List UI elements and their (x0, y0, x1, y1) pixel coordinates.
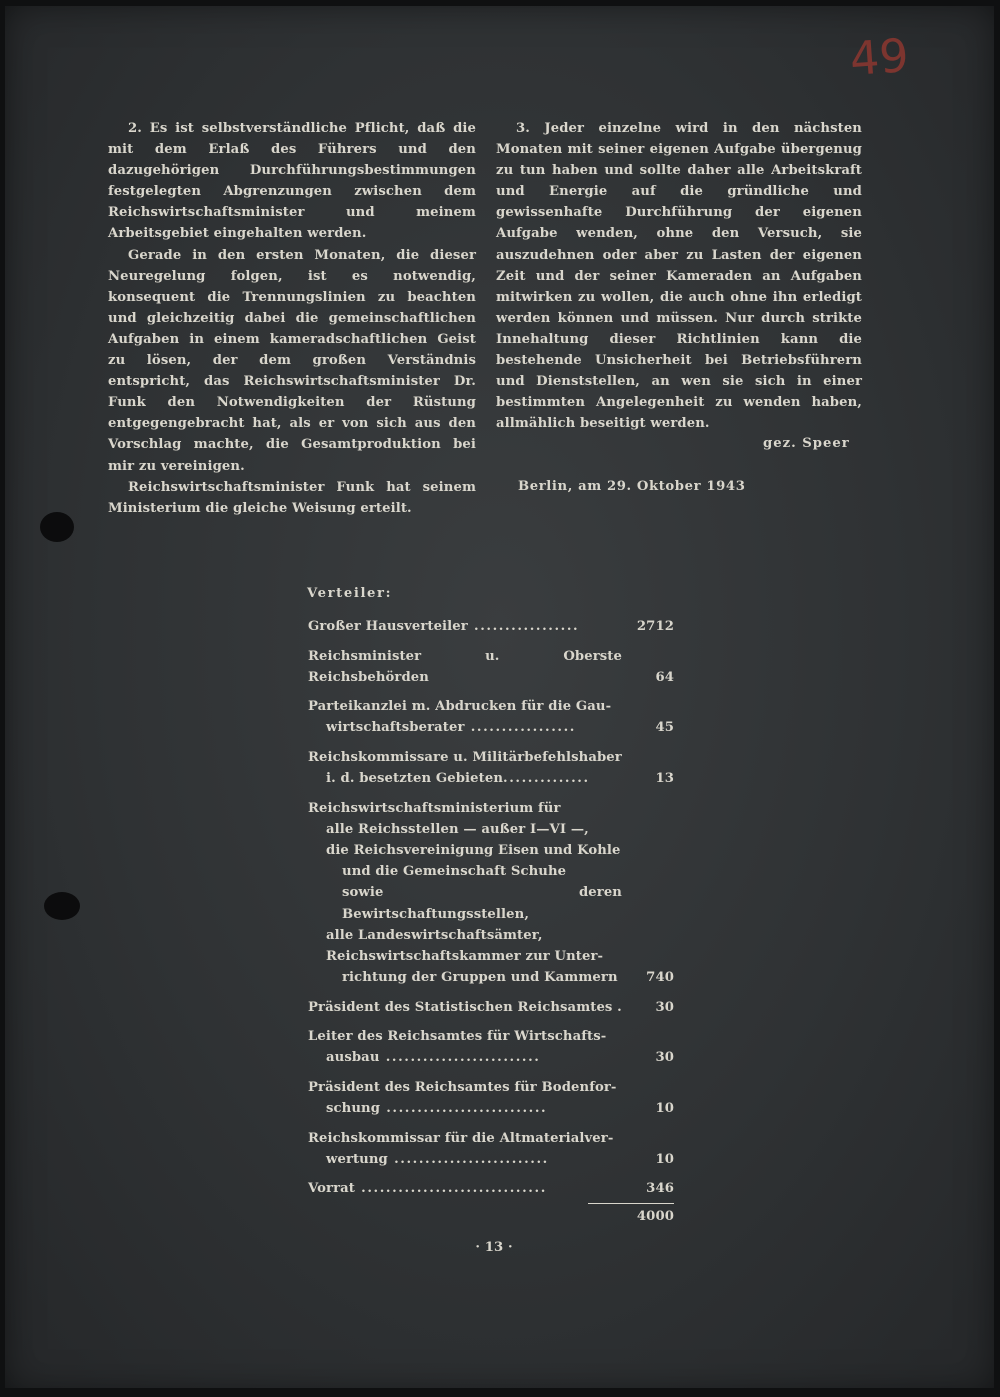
row-count: 45 (655, 720, 674, 736)
row-leader-dots: ......................... (379, 1050, 541, 1066)
row-leader-dots: ................. (467, 619, 580, 634)
row-label: die Reichsvereinigung Eisen und Kohle (326, 843, 621, 859)
row-count: 64 (655, 669, 674, 685)
row-label: Reichskommissar für die Altmaterialver- (308, 1130, 614, 1146)
row-label: Präsident des Statistischen Reichsamtes (308, 999, 613, 1015)
punch-hole-lower (44, 892, 80, 920)
punch-hole-upper (40, 512, 74, 542)
row-count: 2712 (636, 619, 674, 634)
scan-border-bottom (0, 1388, 1000, 1397)
row-label: Präsident des Reichsamtes für Bodenfor- (308, 1079, 617, 1095)
paragraph: 3. Jeder einzelne wird in den nächsten Monaten mit seiner eigenen Aufgabe übergenug zu tun haben und sollte daher alle Arbeitskraft und Energie auf die gründliche und gewissenhafte Durchführung der eigenen Aufgabe wenden, ohne den Versuch, sie auszudehnen oder aber zu Lasten der eigenen Zeit und der seiner Kameraden an Aufgaben mitwirken zu wollen, die auch ohne ihn erledigt werden können und müssen. Nur durch strikte Innehaltung dieser Richtlinien kann die bestehende Unsicherheit bei Betriebsführern und Dienststellen, an wen sie sich in einer bestimmten Angelegenheit zu wenden haben, allmählich beseitigt werden. (496, 121, 862, 432)
distribution-row (308, 696, 674, 738)
row-label: i. d. besetzten Gebieten (326, 771, 504, 787)
distribution-row (308, 1128, 674, 1170)
row-count: 30 (655, 1050, 674, 1066)
row-label: wirtschaftsberater (326, 720, 465, 736)
row-leader-dots: ......................... (387, 1151, 549, 1167)
row-label: Reichswirtschaftskammer zur Unter- (326, 949, 604, 965)
row-count: 10 (655, 1151, 674, 1167)
distribution-list (308, 616, 674, 1227)
paragraph: 2. Es ist selbstverständliche Pflicht, daß die mit dem Erlaß des Führers und den dazugehörigen Durchführungsbestimmungen festgelegten Abgrenzungen zwischen dem Reichswirtschaftsminister und meinem Arbeitsgebiet eingehalten werden. (108, 121, 476, 242)
distribution-row (308, 1178, 674, 1199)
row-label: alle Reichsstellen — außer I—VI —, (326, 821, 589, 837)
row-count: 30 (655, 999, 674, 1015)
row-leader-dots: ................. (464, 720, 576, 736)
row-label: Leiter des Reichsamtes für Wirtschafts- (308, 1029, 607, 1045)
scan-border-left (0, 0, 5, 1397)
right-column (496, 118, 862, 434)
row-label: sowie deren Bewirtschaftungsstellen, (342, 885, 622, 922)
distribution-title: Verteiler: (307, 586, 393, 601)
distribution-row (308, 1077, 674, 1119)
distribution-row (308, 616, 674, 637)
row-label: Reichswirtschaftsministerium für (308, 800, 561, 816)
scan-border-right (994, 0, 1000, 1397)
row-label: Großer Hausverteiler (308, 619, 468, 634)
scan-border-top (0, 0, 1000, 6)
page-number: · 13 · (475, 1240, 513, 1255)
left-column (108, 118, 476, 519)
distribution-row (308, 798, 674, 989)
row-leader-dots: .............. (503, 771, 590, 787)
distribution-row (308, 747, 674, 789)
row-count: 346 (646, 1181, 674, 1197)
row-label: alle Landeswirtschaftsämter, (326, 927, 543, 943)
paragraph: Gerade in den ersten Monaten, die dieser Neuregelung folgen, ist es notwendig, konsequent die Trennungslinien zu beachten und gleichzeitig dabei die gemeinschaftlichen Aufgaben in einem kameradschaftlichen Geist zu lösen, der dem großen Verständnis entspricht, das Reichswirtschaftsminister Dr. Funk den Notwendigkeiten der Rüstung entgegengebracht hat, als er von sich aus den Vorschlag machte, die Gesamtproduktion bei mir zu vereinigen. (108, 247, 476, 474)
dateline: Berlin, am 29. Oktober 1943 (518, 479, 746, 494)
row-leader-dots: . (612, 999, 622, 1015)
distribution-row (308, 997, 674, 1018)
row-count: 13 (655, 771, 674, 787)
row-leader-dots: .............................. (354, 1181, 547, 1197)
row-label: ausbau (326, 1050, 380, 1066)
row-label: richtung der Gruppen und Kammern (342, 970, 618, 986)
row-label: Reichskommissare u. Militärbefehlshaber (308, 749, 622, 765)
distribution-row (308, 646, 674, 688)
paragraph: Reichswirtschaftsminister Funk hat seinem Ministerium die gleiche Weisung erteilt. (108, 479, 476, 516)
distribution-total: 4000 (636, 1208, 674, 1224)
sum-rule (588, 1203, 674, 1204)
row-count: 740 (646, 970, 674, 986)
row-label: Vorrat (308, 1181, 355, 1197)
row-leader-dots: .......................... (380, 1101, 548, 1117)
row-label: Parteikanzlei m. Abdrucken für die Gau- (308, 699, 612, 715)
row-count: 10 (655, 1101, 674, 1117)
row-label: schung (326, 1101, 381, 1117)
signature: gez. Speer (763, 436, 850, 451)
distribution-row (308, 1026, 674, 1068)
row-label: und die Gemeinschaft Schuhe (342, 864, 567, 880)
row-label: wertung (326, 1151, 388, 1167)
archive-page-number: 49 (848, 28, 911, 86)
row-label: Reichsminister u. Oberste Reichsbehörden (308, 648, 622, 685)
